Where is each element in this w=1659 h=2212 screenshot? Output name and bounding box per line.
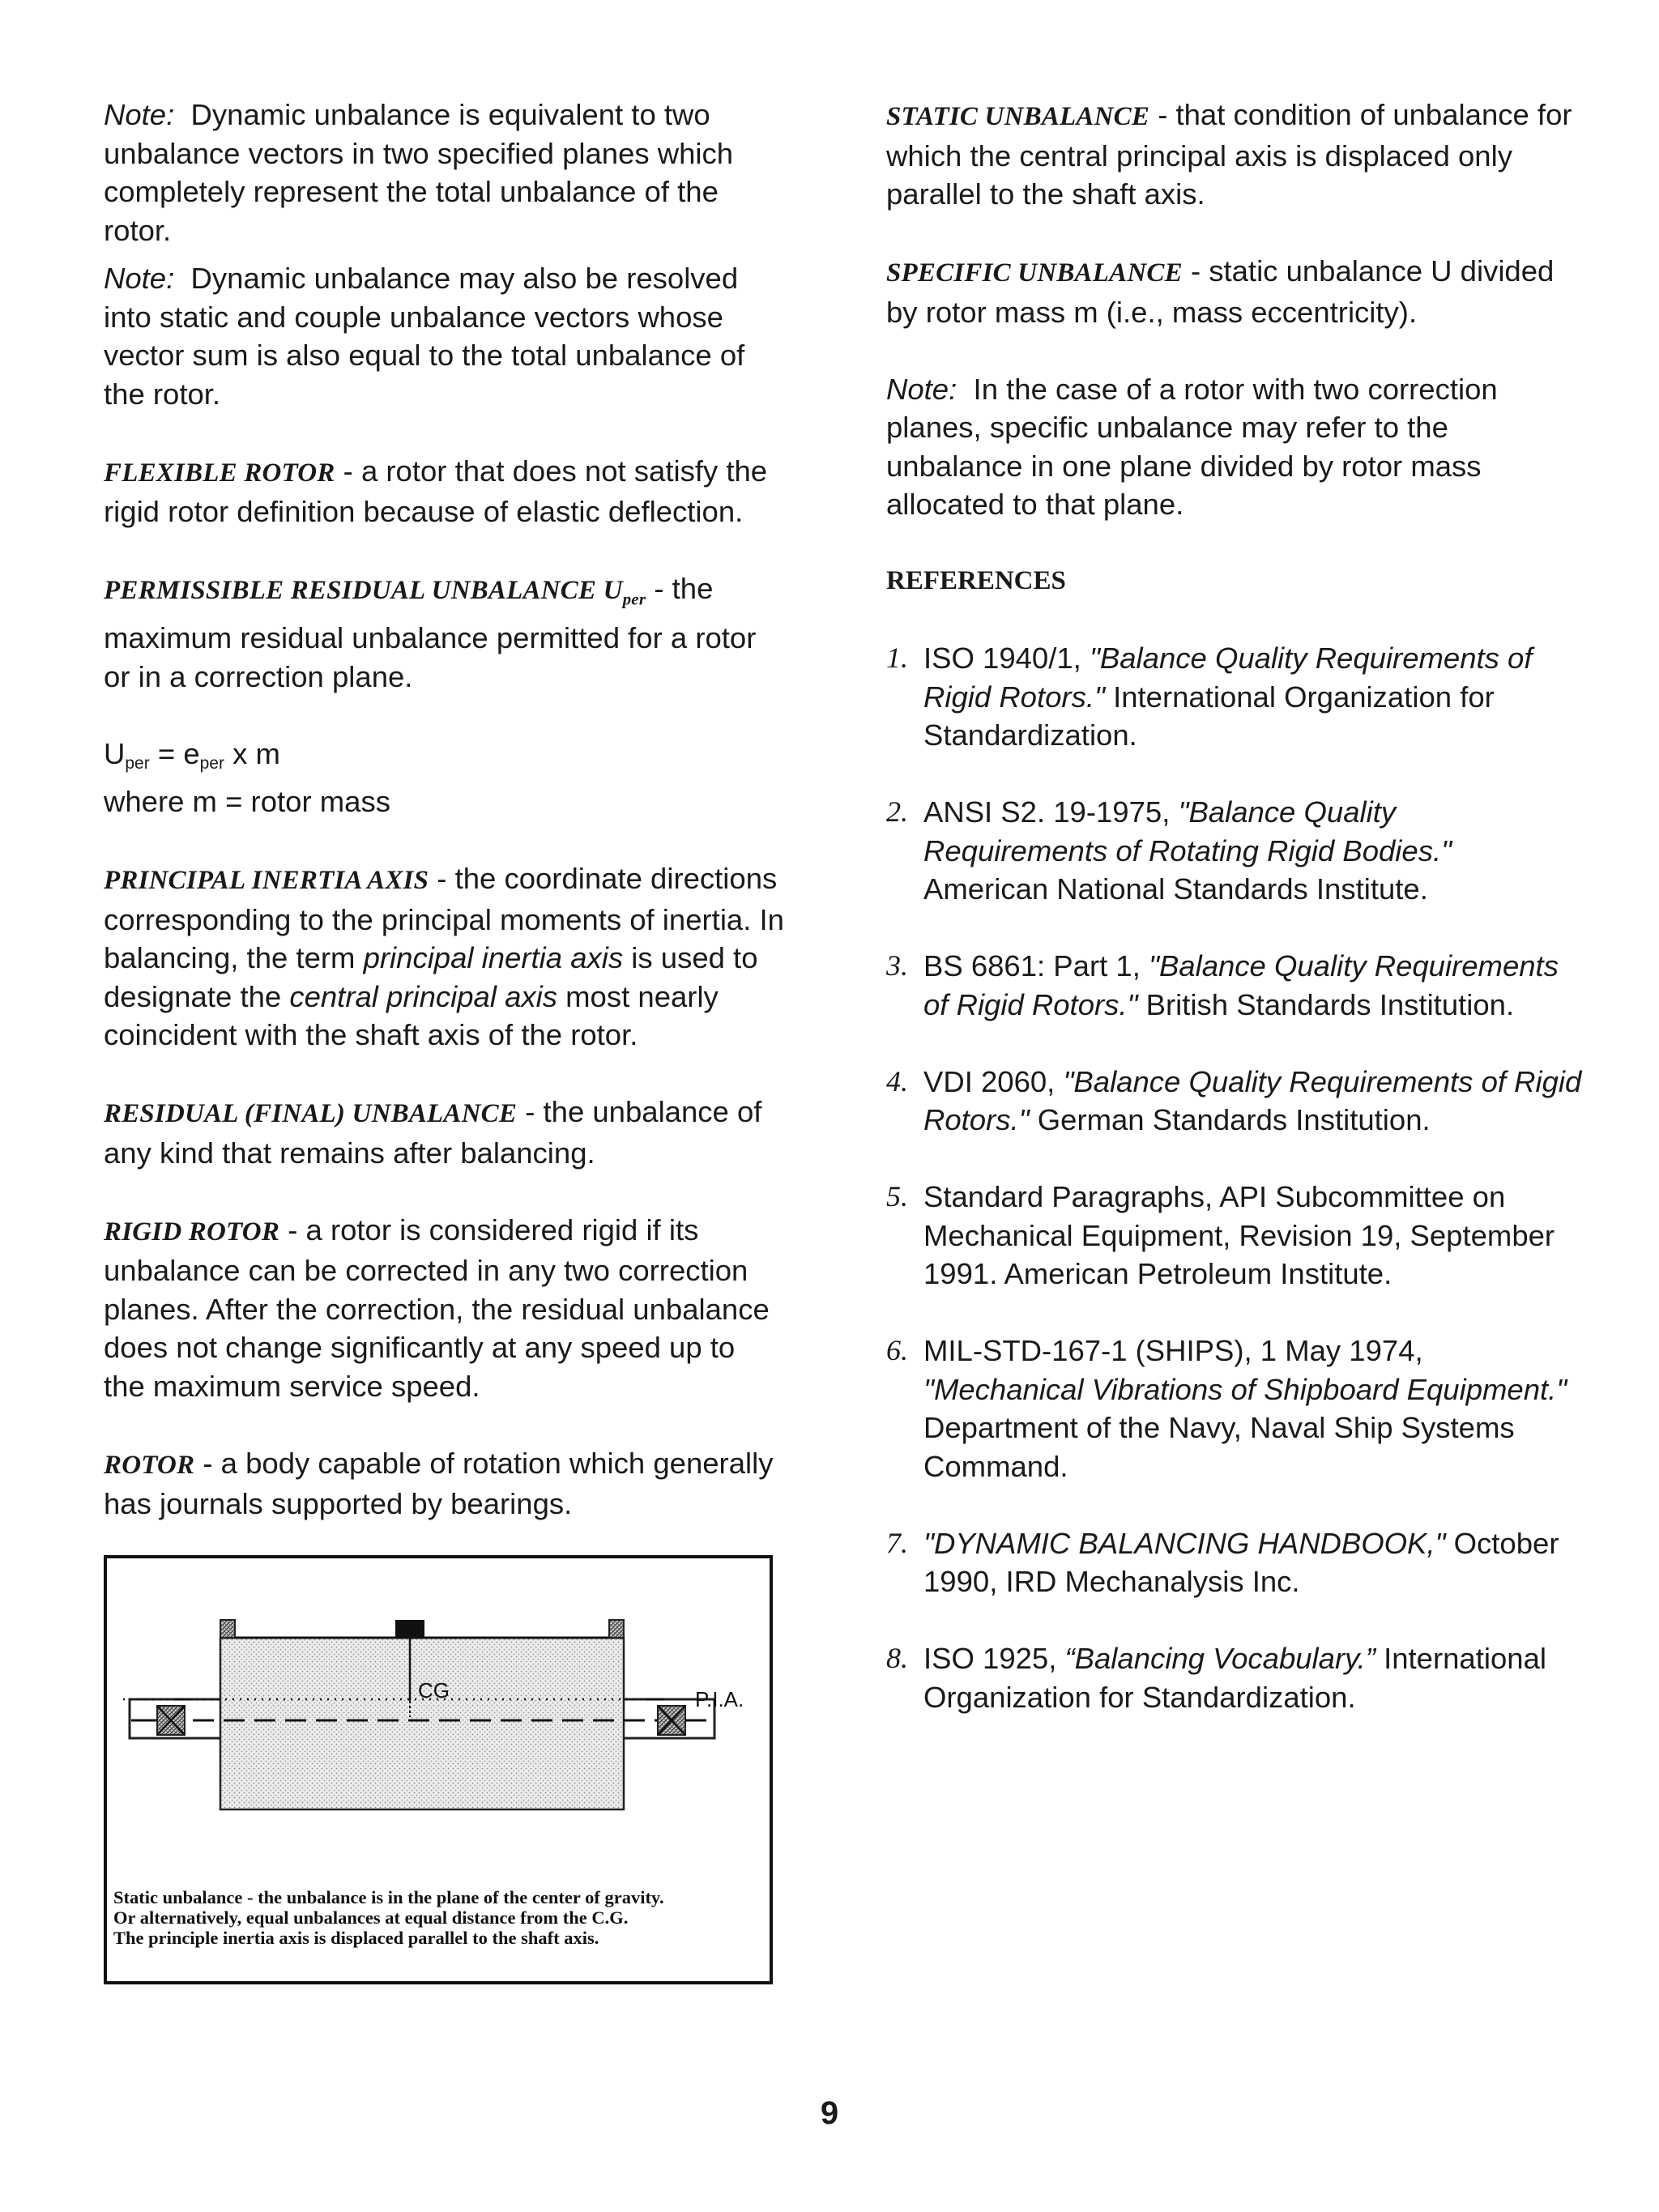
note-label: Note: [104,262,175,295]
reference-item: 8. ISO 1925, “Balancing Vocabulary.” International Organization for Standardization. [886,1642,1546,1714]
reference-item: 1. ISO 1940/1, "Balance Quality Requirements of Rigid Rotors." International Organization for Standardization. [886,641,1533,752]
figure-caption: Static unbalance - the unbalance is in the plane of the center of gravity. Or alternatively, equal unbalances at equal distance from the C.G. The principle inertia axis is displaced parallel to the shaft axis. [113,1887,664,1948]
definition-text: - a rotor is considered rigid if its unbalance can be corrected in any two correction planes. After the correction, the residual unbalance does not change significantly at any speed up to the maximum service speed. [104,1213,770,1403]
page-number: 9 [820,2095,839,2131]
note-text: In the case of a rotor with two correction planes, specific unbalance may refer to the unbalance in one plane divided by rotor mass allocated to that plane. [886,372,1498,521]
note-text: Dynamic unbalance is equivalent to two unbalance vectors in two specified planes which completely represent the total unbalance of the rotor. [104,98,734,247]
term-permissible-residual-unbalance: PERMISSIBLE RESIDUAL UNBALANCE $U_{per}$ [104,576,646,609]
definition-flexible-rotor [104,452,784,531]
rotor-body [220,1638,624,1809]
reference-item: 5. Standard Paragraphs, API Subcommittee on Mechanical Equipment, Revision 19, September 1991. American Petroleum Institute. [886,1180,1555,1290]
rotor-diagram [107,1558,770,1882]
definition-text: - a body capable of rotation which generally has journals supported by bearings. [104,1446,774,1521]
term-rigid-rotor: RIGID ROTOR [104,1217,280,1247]
note-specific-unbalance [886,370,1583,524]
right-correction-weight [609,1620,624,1638]
static-unbalance-figure [104,1555,773,1984]
references-list [886,639,1583,1716]
definition-text: - a rotor that does not satisfy the rigid rotor definition because of elastic deflection. [104,454,768,528]
definition-text: - the unbalance of any kind that remains after balancing. [104,1095,762,1170]
note-text: Dynamic unbalance may also be resolved into static and couple unbalance vectors whose vector sum is also equal to the total unbalance of the rotor. [104,262,745,411]
term-specific-unbalance: SPECIFIC UNBALANCE [886,258,1183,288]
reference-item: 7. "DYNAMIC BALANCING HANDBOOK," October 1990, IRD Mechanalysis Inc. [886,1526,1559,1598]
references-heading: REFERENCES [886,566,1066,595]
reference-item: 6. MIL-STD-167-1 (SHIPS), 1 May 1974, "Mechanical Vibrations of Shipboard Equipment." Department of the Navy, Naval Ship Systems Command. [886,1334,1567,1483]
formula-uper: $U_{per} = e_{per}$ x m [104,736,280,773]
definition-permissible-residual-unbalance [104,569,784,696]
definition-rotor [104,1444,784,1524]
definition-text: - static unbalance U divided by rotor mass m (i.e., mass eccentricity). [886,254,1555,329]
term-principal-inertia-axis: PRINCIPAL INERTIA AXIS [104,866,429,896]
definition-text: - that condition of unbalance for which the central principal axis is displaced only parallel to the shaft axis. [886,98,1572,211]
term-flexible-rotor: FLEXIBLE ROTOR [104,458,335,488]
term-residual-unbalance: RESIDUAL (FINAL) UNBALANCE [104,1099,518,1129]
reference-item: 2. ANSI S2. 19-1975, "Balance Quality Requirements of Rotating Rigid Bodies." American National Standards Institute. [886,795,1452,906]
left-column [104,96,784,1524]
note-label: Note: [104,98,175,131]
term-rotor: ROTOR [104,1450,195,1480]
formula-where: where m = rotor mass [104,785,390,819]
note-dynamic-equivalent [104,96,784,249]
definition-text: - the maximum residual unbalance permitted for a rotor or in a correction plane. [104,572,757,693]
pia-label: P.I.A. [695,1687,744,1711]
definition-residual-unbalance [104,1093,784,1172]
unbalance-mass [395,1620,424,1638]
definition-static-unbalance [886,96,1583,214]
term-static-unbalance: STATIC UNBALANCE [886,102,1150,131]
definition-specific-unbalance [886,252,1583,331]
reference-item: 4. VDI 2060, "Balance Quality Requirements of Rigid Rotors." German Standards Institution. [886,1064,1582,1136]
right-column [886,96,1583,1716]
note-dynamic-resolved [104,259,784,413]
definition-rigid-rotor [104,1211,784,1406]
note-label: Note: [886,372,957,406]
definition-principal-inertia-axis: PRINCIPAL INERTIA AXIS - the coordinate directions corresponding to the principal moments of inertia. In balancing, the term principal inertia axis is used to designate the central principal axis most nearly coincident with the shaft axis of the rotor. [104,862,784,1052]
reference-item: 3. BS 6861: Part 1, "Balance Quality Requirements of Rigid Rotors." British Standards Institution. [886,949,1559,1021]
left-correction-weight [220,1620,235,1638]
cg-label: CG [418,1678,450,1703]
